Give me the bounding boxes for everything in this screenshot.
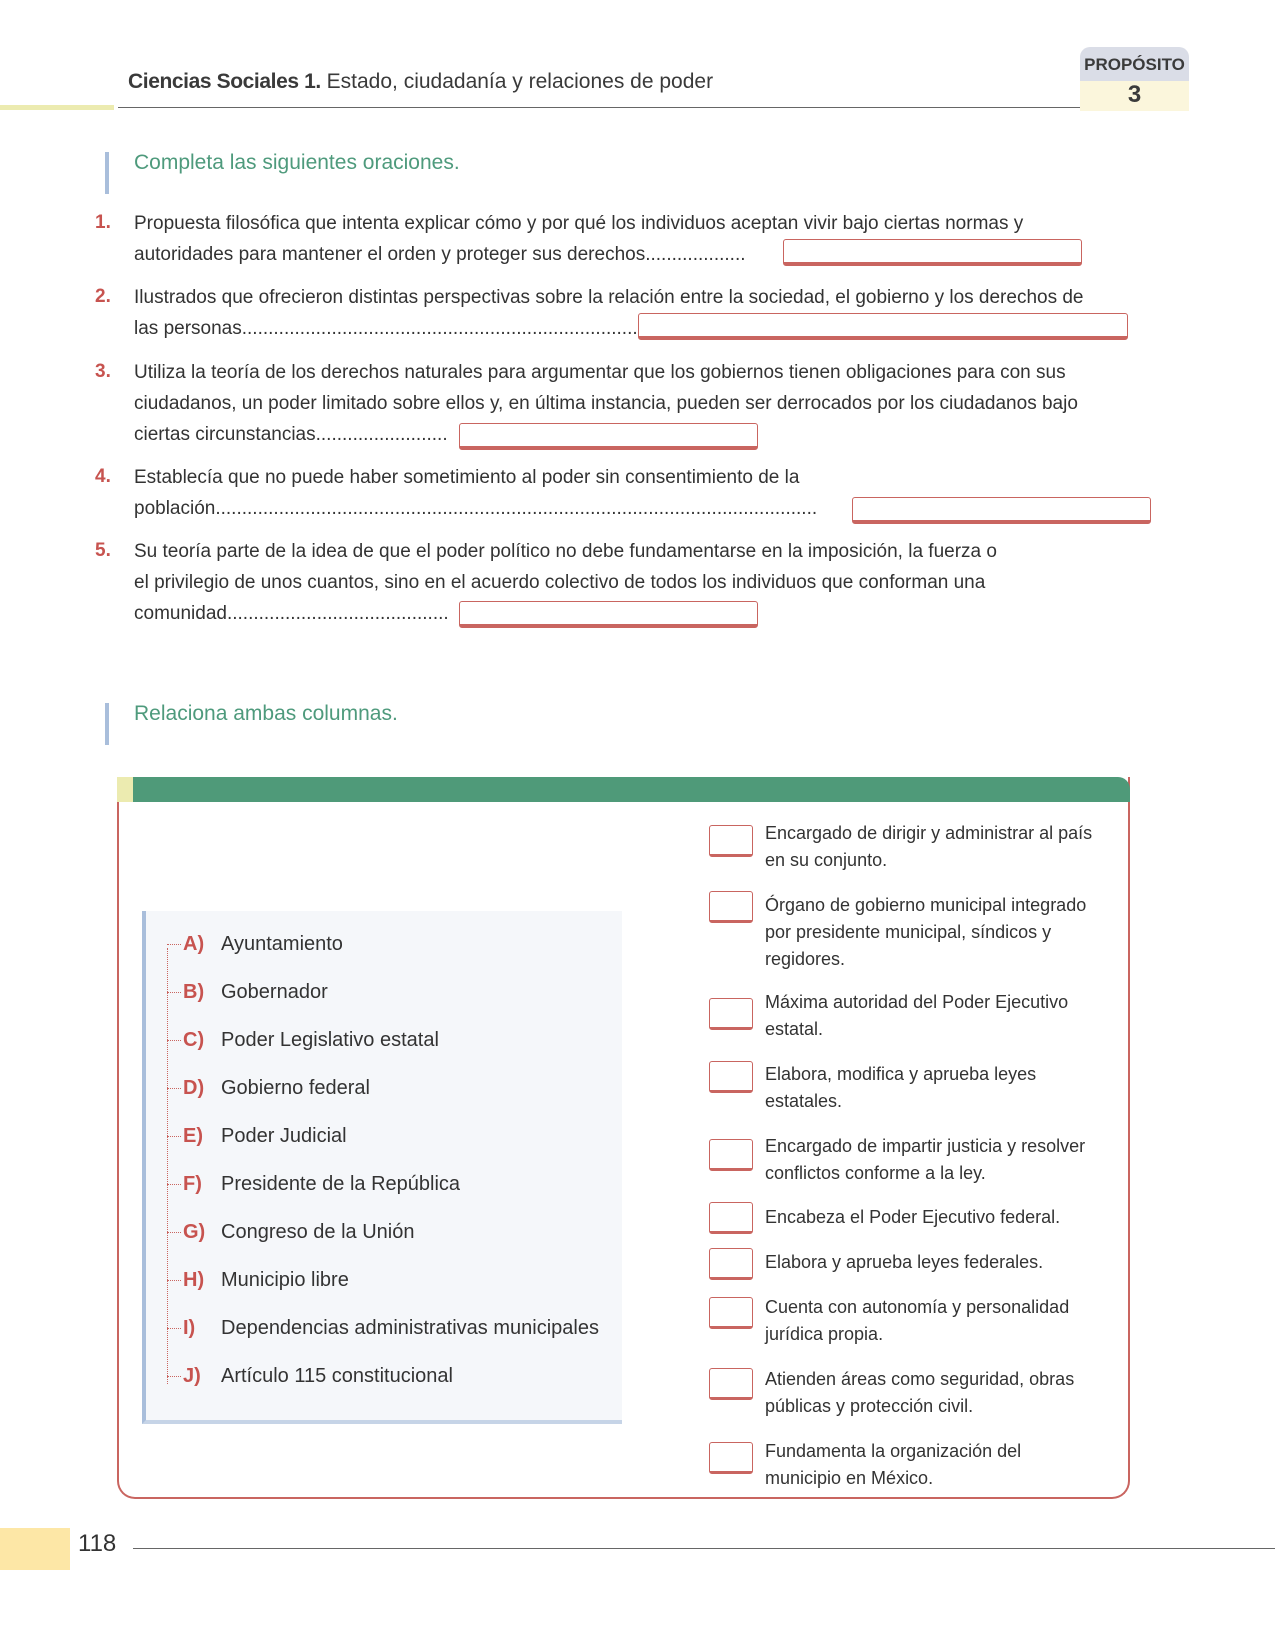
item-number: 3.	[95, 361, 111, 382]
match-answer-box-8[interactable]	[709, 1297, 753, 1329]
match-answer-box-6[interactable]	[709, 1202, 753, 1234]
item-letter: I)	[183, 1317, 196, 1339]
definition-text: Atienden áreas como seguridad, obras públicas y protección civil.	[765, 1369, 1075, 1416]
dotted-dash	[167, 1088, 181, 1089]
section-bar	[105, 703, 109, 745]
left-item	[167, 1221, 414, 1251]
sentence-line-last: ciertas circunstancias.........................	[134, 424, 448, 445]
definition-text: Elabora y aprueba leyes federales.	[765, 1252, 1044, 1272]
dotted-dash	[167, 992, 181, 993]
section-bar	[105, 152, 109, 194]
matching-panel-header	[117, 777, 1130, 802]
purpose-badge	[1080, 47, 1189, 111]
header-accent	[0, 105, 114, 110]
item-letter: C)	[183, 1029, 205, 1051]
course-name: Ciencias Sociales 1.	[128, 70, 321, 93]
match-answer-box-5[interactable]	[709, 1139, 753, 1171]
badge-label: PROPÓSITO	[1080, 47, 1189, 81]
sentence-line: Su teoría parte de la idea de que el poder político no debe fundamentarse en la imposición, la fuerza o	[134, 541, 997, 562]
answer-field-2[interactable]	[638, 313, 1128, 340]
dotted-dash	[167, 1040, 181, 1041]
item-letter: J)	[183, 1365, 201, 1387]
dotted-dash	[167, 1376, 181, 1377]
sentence-line: Establecía que no puede haber sometimiento al poder sin consentimiento de la	[134, 467, 800, 488]
match-answer-box-3[interactable]	[709, 998, 753, 1030]
item-letter: A)	[183, 933, 205, 955]
item-label: Municipio libre	[221, 1269, 349, 1291]
item-letter: G)	[183, 1221, 206, 1243]
item-label: Ayuntamiento	[221, 933, 343, 955]
dotted-dash	[167, 944, 181, 945]
page-header-title	[128, 70, 713, 94]
match-answer-box-4[interactable]	[709, 1061, 753, 1093]
definition-text: Cuenta con autonomía y personalidad jurídica propia.	[765, 1297, 1070, 1344]
item-number: 2.	[95, 286, 111, 307]
match-answer-box-10[interactable]	[709, 1442, 753, 1474]
footer-rule	[133, 1548, 1275, 1549]
left-item	[167, 1077, 370, 1107]
sentence-line-last: población..................................................................................................................	[134, 498, 818, 519]
dotted-dash	[167, 1184, 181, 1185]
answer-field-4[interactable]	[852, 497, 1151, 524]
sentence-line-last: las personas...........................................................................	[134, 318, 638, 339]
item-label: Gobernador	[221, 981, 328, 1003]
definition-text: Elabora, modifica y aprueba leyes estatales.	[765, 1064, 1037, 1111]
item-letter: H)	[183, 1269, 205, 1291]
item-number: 5.	[95, 540, 111, 561]
sentence-line: ciudadanos, un poder limitado sobre ellos y, en última instancia, pueden ser derrocados por los ciudadanos bajo	[134, 393, 1078, 414]
item-letter: D)	[183, 1077, 205, 1099]
sentence-line: Propuesta filosófica que intenta explicar cómo y por qué los individuos aceptan vivir bajo ciertas normas y	[134, 213, 1024, 234]
sentence-line: Ilustrados que ofrecieron distintas perspectivas sobre la relación entre la sociedad, el gobierno y los derechos de	[134, 287, 1084, 308]
dotted-dash	[167, 1328, 181, 1329]
item-label: Presidente de la República	[221, 1173, 461, 1195]
matching-panel-tab	[117, 777, 133, 802]
sentence-line-last: autoridades para mantener el orden y proteger sus derechos...................	[134, 244, 746, 265]
answer-field-5[interactable]	[459, 601, 758, 628]
footer-accent	[0, 1528, 70, 1570]
item-letter: B)	[183, 981, 205, 1003]
definition-text: Encabeza el Poder Ejecutivo federal.	[765, 1207, 1061, 1227]
match-answer-box-2[interactable]	[709, 891, 753, 923]
left-item	[167, 1029, 439, 1059]
item-label: Congreso de la Unión	[221, 1221, 415, 1243]
item-letter: E)	[183, 1125, 203, 1147]
answer-field-1[interactable]	[783, 239, 1082, 266]
left-item	[167, 933, 343, 963]
left-item	[167, 1173, 460, 1203]
item-label: Artículo 115 constitucional	[221, 1365, 453, 1387]
item-number: 1.	[95, 212, 111, 233]
left-item	[167, 1317, 599, 1347]
match-answer-box-9[interactable]	[709, 1368, 753, 1400]
definition-text: Encargado de dirigir y administrar al país en su conjunto.	[765, 823, 1093, 870]
left-item	[167, 1269, 349, 1299]
header-rule	[118, 107, 1080, 108]
left-item	[167, 1125, 347, 1155]
match-answer-box-1[interactable]	[709, 825, 753, 857]
item-label: Poder Judicial	[221, 1125, 347, 1147]
sentence-line: Utiliza la teoría de los derechos naturales para argumentar que los gobiernos tienen obligaciones para con sus	[134, 362, 1066, 383]
definition-text: Fundamenta la organización del municipio en México.	[765, 1441, 1022, 1488]
item-number: 4.	[95, 466, 111, 487]
sentence-line-last: comunidad..........................................	[134, 603, 449, 624]
item-label: Gobierno federal	[221, 1077, 370, 1099]
page-number: 118	[78, 1530, 117, 1557]
item-label: Poder Legislativo estatal	[221, 1029, 439, 1051]
definition-text: Encargado de impartir justicia y resolver conflictos conforme a la ley.	[765, 1136, 1086, 1183]
definition-text: Órgano de gobierno municipal integrado por presidente municipal, síndicos y regidores.	[765, 895, 1087, 969]
item-label: Dependencias administrativas municipales	[221, 1317, 599, 1339]
badge-number: 3	[1080, 81, 1189, 111]
definition-text: Máxima autoridad del Poder Ejecutivo estatal.	[765, 992, 1069, 1039]
course-subtitle: Estado, ciudadanía y relaciones de poder	[326, 70, 714, 93]
dotted-dash	[167, 1136, 181, 1137]
item-letter: F)	[183, 1173, 202, 1195]
left-item	[167, 1365, 453, 1395]
section-title-complete: Completa las siguientes oraciones.	[134, 151, 460, 174]
sentence-line: el privilegio de unos cuantos, sino en el acuerdo colectivo de todos los individuos que conforman una	[134, 572, 986, 593]
left-item	[167, 981, 328, 1011]
answer-field-3[interactable]	[459, 423, 758, 450]
match-answer-box-7[interactable]	[709, 1248, 753, 1280]
section-title-match: Relaciona ambas columnas.	[134, 702, 398, 725]
dotted-dash	[167, 1280, 181, 1281]
dotted-dash	[167, 1232, 181, 1233]
